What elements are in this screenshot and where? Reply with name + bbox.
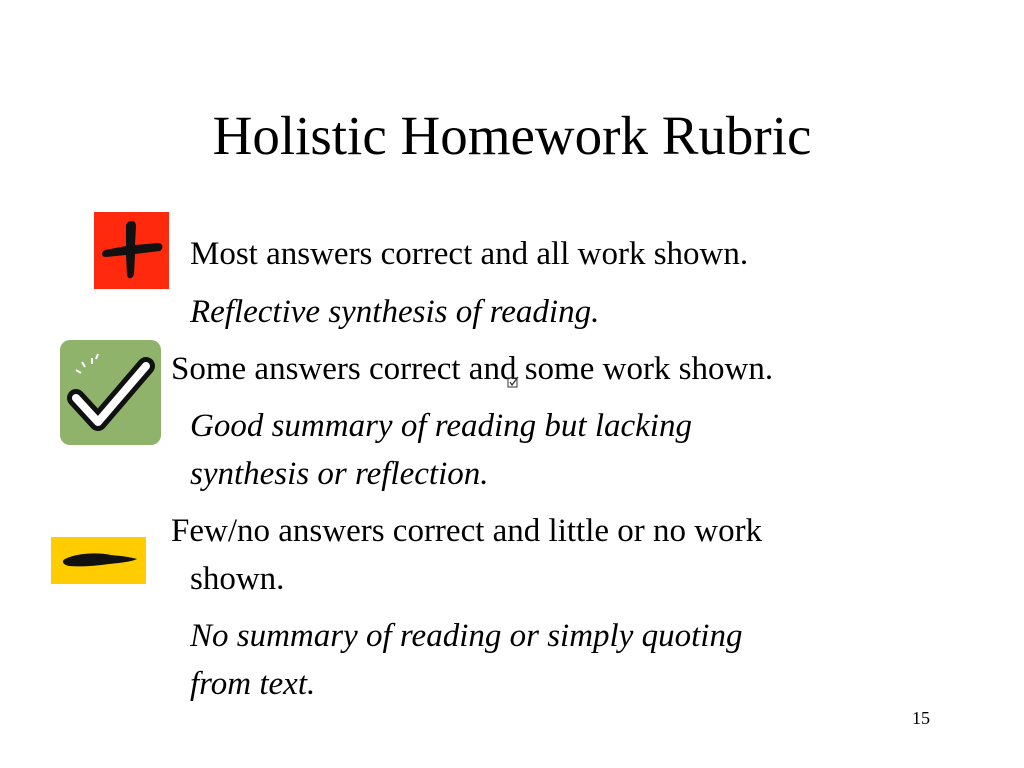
slide-title: Holistic Homework Rubric xyxy=(212,105,812,166)
rubric-2-reading-line-1: Good summary of reading but lacking xyxy=(190,408,692,444)
rubric-2-reading-line-2: synthesis or reflection. xyxy=(190,456,489,492)
rubric-3-criteria-line-1: Few/no answers correct and little or no work xyxy=(171,513,763,549)
rubric-3-reading-line-2: from text. xyxy=(190,666,316,702)
rubric-3-criteria-line-2: shown. xyxy=(190,561,285,597)
page-number: 15 xyxy=(912,708,930,728)
check-icon xyxy=(60,340,161,445)
rubric-2-criteria: Some answers correct and some work shown. xyxy=(171,351,774,387)
plus-icon xyxy=(94,212,169,289)
rubric-1-criteria: Most answers correct and all work shown. xyxy=(190,236,749,272)
minus-icon xyxy=(51,537,146,584)
small-checkbox-icon xyxy=(507,376,519,388)
rubric-3-reading-line-1: No summary of reading or simply quoting xyxy=(190,618,743,654)
rubric-1-reading: Reflective synthesis of reading. xyxy=(190,294,600,330)
